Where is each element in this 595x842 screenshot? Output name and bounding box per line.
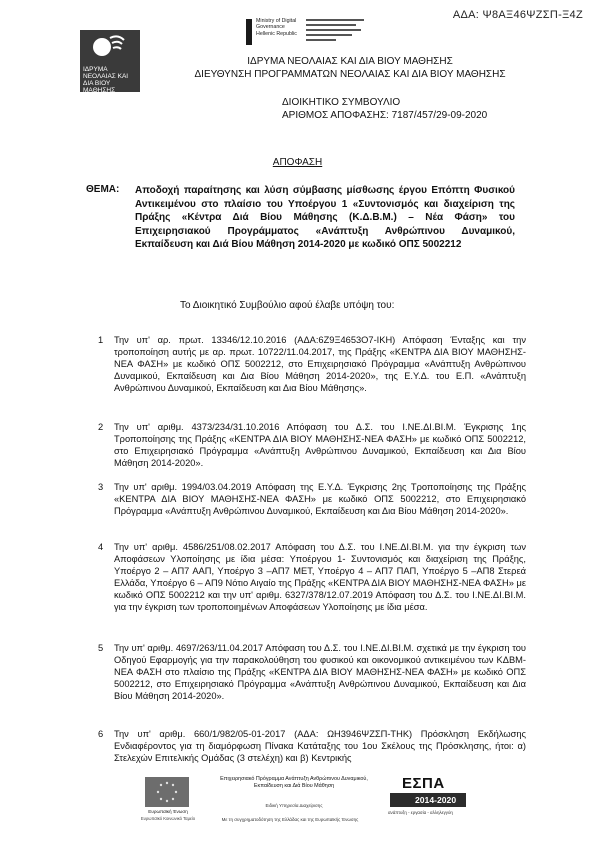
list-item-number: 1 (98, 335, 104, 345)
ministry-line-1: Ministry of Digital (256, 18, 297, 24)
list-item-text: Την υπ' αριθμ. 4373/234/31.10.2016 Απόφαση του Δ.Σ. του Ι.ΝΕ.ΔΙ.ΒΙ.Μ. Έγκρισης 1ης Τροποποίησης της Πράξης «ΚΕΝΤΡΑ ΔΙΑ ΒΙΟΥ ΜΑΘΗΣΗΣ-ΝΕΑ ΦΑΣΗ» με κωδικό ΟΠΣ 5002212, στο Επιχειρησιακό Πρόγραμμα «Ανάπτυξη Ανθρώπινου Δυναμικού, Εκπαίδευση και Δια Βίου Μάθηση 2014-2020». (114, 422, 526, 468)
list-item-number: 6 (98, 729, 104, 739)
logo-person-icon (80, 30, 140, 66)
espa-tagline: ανάπτυξη - εργασία - αλληλεγγύη (388, 810, 453, 815)
list-item-number: 4 (98, 542, 104, 552)
list-item (98, 642, 526, 702)
ada-code: ΑΔΑ: Ψ8ΑΞ46ΨΖΣΠ-Ξ4Ζ (452, 9, 583, 21)
ministry-title (256, 18, 304, 48)
ministry-fine-print (306, 18, 368, 48)
cofunding-note: Με τη συγχρηματοδότηση της Ελλάδας και της Ευρωπαϊκής Ένωσης (221, 817, 359, 822)
board-name: ΔΙΟΙΚΗΤΙΚΟ ΣΥΜΒΟΥΛΙΟ (282, 97, 401, 108)
subject-text: Αποδοχή παραίτησης και λύση σύμβασης μίσθωσης έργου Επόπτη Φυσικού Αντικειμένου στο πλαίσιο του Υποέργου 1 «Συντονισμός και διαχείριση της Πράξης «Κέντρα Διά Βίου Μάθησης (Κ.Δ.Β.Μ.) – Νέα Φάση» του Επιχειρησιακού Προγράμματος «Ανάπτυξη Ανθρώπινου Δυναμικού, Εκπαίδευση και Διά Βίου Μάθηση 2014-2020 με κωδικό ΟΠΣ 5002212 (135, 185, 515, 250)
list-item-number: 3 (98, 482, 104, 492)
intro-text: Το Διοικητικό Συμβούλιο αφού έλαβε υπόψη του: (180, 300, 395, 311)
list-item-text: Την υπ' αριθμ. 4697/263/11.04.2017 Απόφαση του Δ.Σ. του Ι.ΝΕ.ΔΙ.ΒΙ.Μ. σχετικά με την έγκριση του Οδηγού Εφαρμογής για την παρακολούθηση του φυσικού και οικονομικού αντικειμένου των ΚΔΒΜ-ΝΕΑ ΦΑΣΗ στο πλαίσιο της Πράξης «ΚΕΝΤΡΑ ΔΙΑ ΒΙΟΥ ΜΑΘΗΣΗΣ-ΝΕΑ ΦΑΣΗ» με κωδικό ΟΠΣ 5002212, στο Επιχειρησιακό Πρόγραμμα «Ανάπτυξη Ανθρώπινου Δυναμικού, Εκπαίδευση και Δια Βίου Μάθηση 2014-2020». (114, 643, 526, 701)
list-item-number: 2 (98, 422, 104, 432)
list-item-text: Την υπ' αριθμ. 660/1/982/05-01-2017 (ΑΔΑ: ΩΗ3946ΨΖΣΠ-ΤΗΚ) Πρόσκληση Εκδήλωσης Ενδιαφέροντος για τη διαμόρφωση Πίνακα Κατάταξης του 1ου Σκέλους της Πρόσκλησης, ήτοι: α) Στελεχών Επιτελικής Ομάδας (3 στελέχη) και β) Κεντρικής (114, 729, 526, 763)
ministry-line-2: Governance (256, 24, 285, 31)
eu-caption: Ευρωπαϊκή Ένωση (148, 809, 188, 814)
eu-stars-icon (145, 777, 189, 807)
eu-fund-caption: Ευρωπαϊκό Κοινωνικό Ταμείο (140, 816, 196, 821)
ministry-line-3: Hellenic Republic (256, 30, 297, 37)
org-directorate: ΔΙΕΥΘΥΝΣΗ ΠΡΟΓΡΑΜΜΑΤΩΝ ΝΕΟΛΑΙΑΣ ΚΑΙ ΔΙΑ ΒΙΟΥ ΜΑΘΗΣΗΣ (194, 69, 506, 80)
list-item-text: Την υπ' αριθμ. 1994/03.04.2019 Απόφαση της Ε.Υ.Δ. Έγκρισης 2ης Τροποποίησης της Πράξης «ΚΕΝΤΡΑ ΔΙΑ ΒΙΟΥ ΜΑΘΗΣΗΣ-ΝΕΑ ΦΑΣΗ» με κωδικό ΟΠΣ 5002212, στο Επιχειρησιακό Πρόγραμμα «Ανάπτυξη Ανθρώπινου Δυναμικού, Εκπαίδευση και Δια Βίου Μάθηση 2014-2020». (114, 482, 526, 516)
espa-years: 2014-2020 (415, 795, 457, 805)
greek-flag-emblem (246, 19, 252, 45)
list-item-text: Την υπ' αριθμ. 4586/251/08.02.2017 Απόφαση του Δ.Σ. του Ι.ΝΕ.ΔΙ.ΒΙ.Μ. για την έγκριση των Αποφάσεων Υλοποίησης με ίδια μέσα: Υποέργου 1- Συντονισμός και διαχείριση της Πράξης, Υποέργο 2 – ΑΠ7 ΑΑΠ, Υποέργο 3 –ΑΠ7 ΜΕΤ, Υποέργο 4 – ΑΠ7 ΠΑΠ, Υποέργο 5 –ΑΠ8 Στερεά Ελλάδα, Υποέργο 6 – ΑΠ9 Νότιο Αιγαίο της Πράξης «ΚΕΝΤΡΑ ΔΙΑ ΒΙΟΥ ΜΑΘΗΣΗΣ-ΝΕΑ ΦΑΣΗ» με κωδικό ΟΠΣ 5002212 και την υπ' αριθμ. 6327/378/12.07.2019 Απόφαση του Δ.Σ. του Ι.ΝΕ.ΔΙ.ΒΙ.Μ. για την έγκριση των τροποποιημένων Αποφάσεων Υλοποίησης με ίδια μέσα. (114, 542, 526, 612)
list-item-number: 5 (98, 643, 104, 653)
list-item (98, 421, 526, 469)
org-name: ΙΔΡΥΜΑ ΝΕΟΛΑΙΑΣ ΚΑΙ ΔΙΑ ΒΙΟΥ ΜΑΘΗΣΗΣ (247, 56, 453, 67)
logo-text: ΙΔΡΥΜΑ ΝΕΟΛΑΙΑΣ ΚΑΙ ΔΙΑ ΒΙΟΥ ΜΑΘΗΣΗΣ (83, 66, 129, 94)
list-item (98, 728, 526, 766)
document-title: ΑΠΟΦΑΣΗ (272, 157, 323, 168)
list-item (98, 541, 526, 613)
list-item (98, 334, 526, 394)
subject-label: ΘΕΜΑ: (86, 184, 120, 195)
espa-logo-word: ΕΣΠΑ (402, 775, 445, 792)
list-item (98, 481, 526, 517)
program-authority: Ειδική Υπηρεσία Διαχείρισης (265, 803, 323, 808)
decision-number: ΑΡΙΘΜΟΣ ΑΠΟΦΑΣΗΣ: 7187/457/29-09-2020 (282, 110, 488, 121)
program-name: Επιχειρησιακό Πρόγραμμα Ανάπτυξη Ανθρώπινου Δυναμικού, Εκπαίδευση και Διά Βίου Μάθηση (220, 776, 368, 789)
list-item-text: Την υπ' αρ. πρωτ. 13346/12.10.2016 (ΑΔΑ:6Ζ9Ξ4653Ο7-ΙΚΗ) Απόφαση Ένταξης και την τροποποίηση αυτής με αρ. πρωτ. 10722/11.04.2017, της Πράξης «ΚΕΝΤΡΑ ΔΙΑ ΒΙΟΥ ΜΑΘΗΣΗΣ-ΝΕΑ ΦΑΣΗ» με κωδικό ΟΠΣ 5002212, στο Επιχειρησιακό Πρόγραμμα «Ανάπτυξη Ανθρώπινου Δυναμικού, Εκπαίδευση και Δια Βίου Μάθηση 2014-2020», της Ε.Υ.Δ. του Ε.Π. «Ανάπτυξη Ανθρώπινου Δυναμικού, Εκπαίδευση και Δια Βίου Μάθησης». (114, 335, 526, 393)
